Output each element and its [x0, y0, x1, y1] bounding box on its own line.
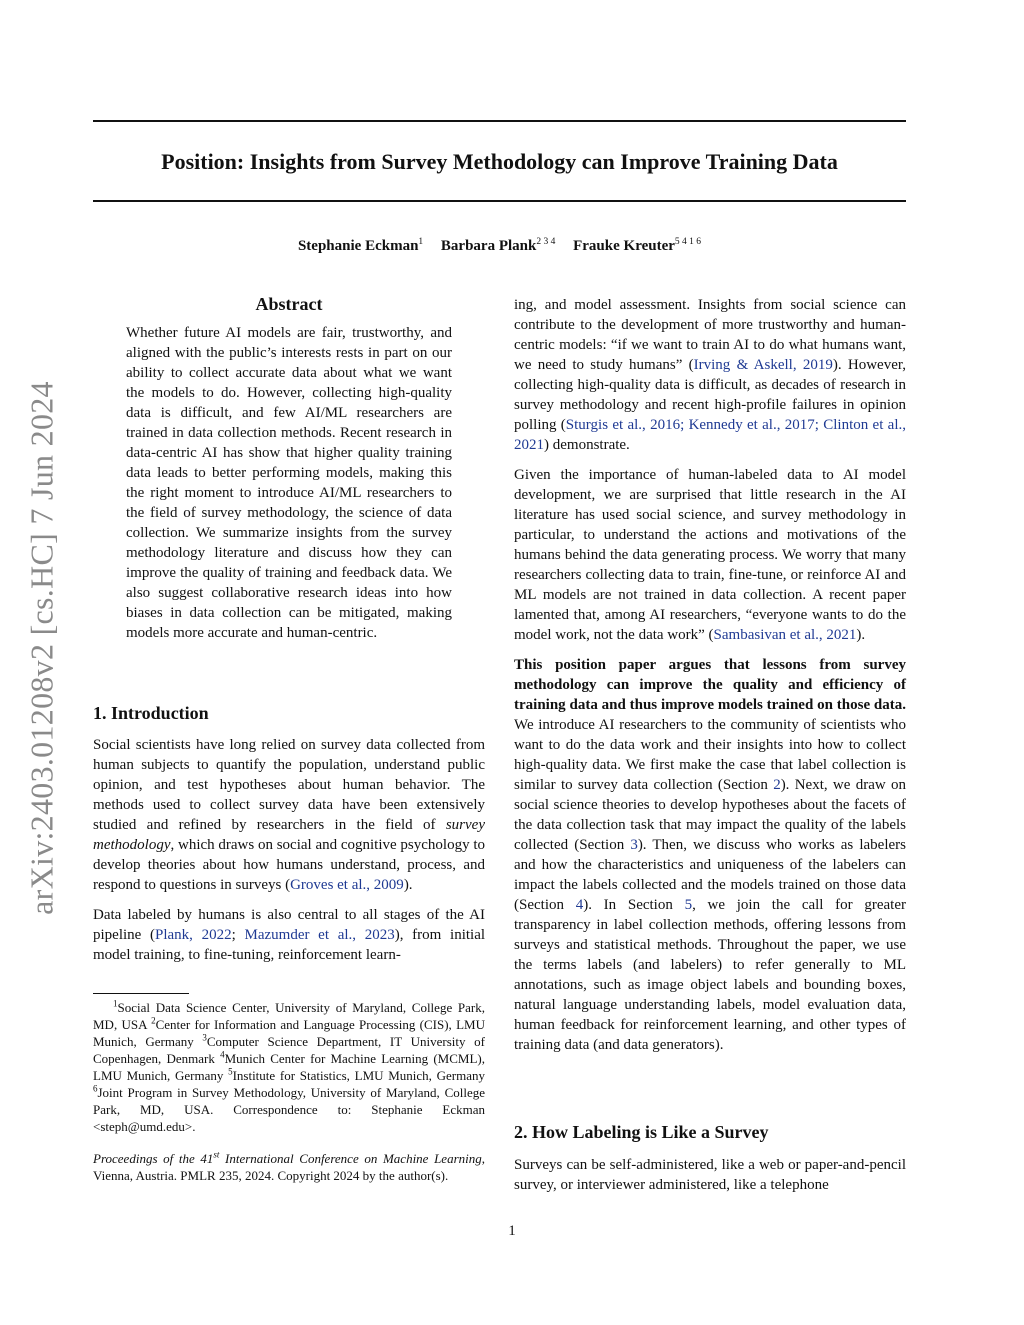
abstract-text: Whether future AI models are fair, trustworthy, and aligned with the public’s interests rests in part on our ability to collect accurate data about what we want the models to do. However, collecting high-quality data is difficult, and few AI/ML researchers are trained in data collection methods. Recent research in data-centric AI has show that higher quality training data leads to better performing models, making this the right moment to introduce AI/ML researchers to the field of survey methodology, the science of data collection. We summarize insights from the survey methodology literature and discuss how they can improve the quality of training and feedback data. We also suggest collaborative research ideas into how biases in data collection can be mitigated, making models more accurate and human-centric. — [126, 325, 452, 641]
author-name: Barbara Plank — [440, 238, 537, 254]
section-ref-link[interactable]: 2 — [773, 777, 781, 793]
introduction-body — [93, 735, 485, 965]
citation-link[interactable]: Sturgis et al., 2016 — [565, 417, 681, 433]
abstract-body — [126, 323, 452, 643]
section-heading-labeling: 2. How Labeling is Like a Survey — [514, 1122, 769, 1142]
citation-link[interactable]: Groves et al., 2009 — [290, 877, 404, 893]
citation-link[interactable]: Kennedy et al., 2017 — [688, 417, 815, 433]
citation-link[interactable]: Mazumder et al., 2023 — [244, 927, 395, 943]
footnote-divider — [93, 993, 189, 994]
author-affiliation: 1 — [418, 237, 424, 247]
section-ref-link[interactable]: 5 — [684, 897, 693, 913]
paper-title: Position: Insights from Survey Methodology can Improve Training Data — [161, 149, 838, 174]
right-paragraph-2: Given the importance of human-labeled data to AI model development, we are surprised that little research in the AI literature has used social science, and survey methodology in particular, to understand the actions and motivations of the humans behind the data generating process. We worry that many researchers collecting data to train, fine-tune, or reinforce AI and ML models are not trained in data collection. A recent paper lamented that, among AI researchers, “everyone wants to do the model work, not the data work” (Sambasivan et al., 2021). — [514, 467, 906, 643]
right-paragraph-3: This position paper argues that lessons from survey methodology can improve the quality and efficiency of training data and thus improve models trained on those data. We introduce AI researchers to the community of scientists who want to do the data work and their insights into how to collect high-quality data. We first make the case that label collection is similar to survey data collection (Section 2). Next, we draw on social science theories to develop hypotheses about the facets of the data collection task that may impact the quality of the labels collected (Section 3). Then, we discuss who works as labelers and how the characteristics and uniqueness of the labelers can impact the labels collected and the models trained on those data (Section 4). In Section 5, we join the call for greater transparency in label collection methods, offering lessons from surveys and statistical methods. Throughout the paper, we use the terms labels (and labelers) to refer generally to ML annotations, such as image object labels and bounding boxes, natural language understanding labels, model evaluation data, human feedback for reinforcement learning, and other types of training data (and data generators). — [514, 657, 907, 1053]
intro-paragraph-2: Data labeled by humans is also central to all stages of the AI pipeline (Plank, 2022; Mazumder et al., 2023), from initial model training, to fine-tuning, reinforcement learn- — [93, 907, 486, 963]
citation-link[interactable]: Plank, 2022 — [155, 927, 232, 943]
title-rule-top — [93, 120, 906, 122]
author-affiliation: 5 4 1 6 — [674, 237, 702, 247]
author-name: Stephanie Eckman — [297, 238, 419, 254]
author-name: Frauke Kreuter — [573, 238, 675, 254]
citation-link[interactable]: Clinton et al., 2021 — [514, 417, 906, 453]
arxiv-identifier: arXiv:2403.01208v2 [cs.HC] 7 Jun 2024 — [23, 381, 60, 915]
page-number: 1 — [508, 1223, 516, 1239]
section-2-body — [514, 1155, 906, 1195]
section-2-paragraph: Surveys can be self-administered, like a web or paper-and-pencil survey, or interviewer administered, like a telephone — [514, 1157, 906, 1193]
section-ref-link[interactable]: 4 — [575, 897, 584, 913]
proceedings-note: Proceedings of the 41st International Conference on Machine Learning, Vienna, Austria. PMLR 235, 2024. Copyright 2024 by the author(s). — [93, 1149, 485, 1183]
section-ref-link[interactable]: 3 — [630, 837, 638, 853]
right-paragraph-1: ing, and model assessment. Insights from social science can contribute to the development of more trustworthy and human-centric models: “if we want to train AI to do what humans want, we need to study humans” (Irving & Askell, 2019). However, collecting high-quality data is difficult, as decades of research in survey methodology and recent high-profile failures in opinion polling (Sturgis et al., 2016; Kennedy et al., 2017; Clinton et al., 2021) demonstrate. — [514, 297, 906, 453]
section-heading-introduction: 1. Introduction — [93, 703, 209, 723]
affiliations-footnote: $^1$Social Data Science Center, University of Maryland, College Park, MD, USA $^2$Center for Information and Language Processing (CIS), LMU Munich, Germany $^3$Computer Science Department, IT University of Copenhagen, Denmark $^4$Munich Center for Machine Learning (MCML), LMU Munich, Germany $^5$Institute for Statistics, LMU Munich, Germany $^6$Joint Program in Survey Methodology, University of Maryland, College Park, MD, USA. Correspondence to: Stephanie Eckman <steph@umd.edu>. — [93, 998, 485, 1134]
citation-link[interactable]: Irving & Askell, 2019 — [693, 357, 833, 373]
abstract-heading: Abstract — [255, 294, 323, 314]
intro-paragraph-1: Social scientists have long relied on survey data collected from human subjects to quantify the population, understand public opinion, and test hypotheses about human behavior. The methods used to collect survey data have been extensively studied and refined by researchers in the field of survey methodology, which draws on social and cognitive psychology to develop theories about how humans understand, process, and respond to questions in surveys (Groves et al., 2009). — [93, 737, 486, 893]
author-affiliation: 2 3 4 — [536, 237, 556, 247]
author-list — [93, 236, 906, 256]
citation-link[interactable]: Sambasivan et al., 2021 — [713, 627, 857, 643]
title-rule-bottom — [93, 200, 906, 202]
right-column-body — [514, 295, 906, 1055]
position-statement: This position paper argues that lessons from survey methodology can improve the quality and efficiency of training data and thus improve models trained on those data. — [514, 657, 906, 713]
